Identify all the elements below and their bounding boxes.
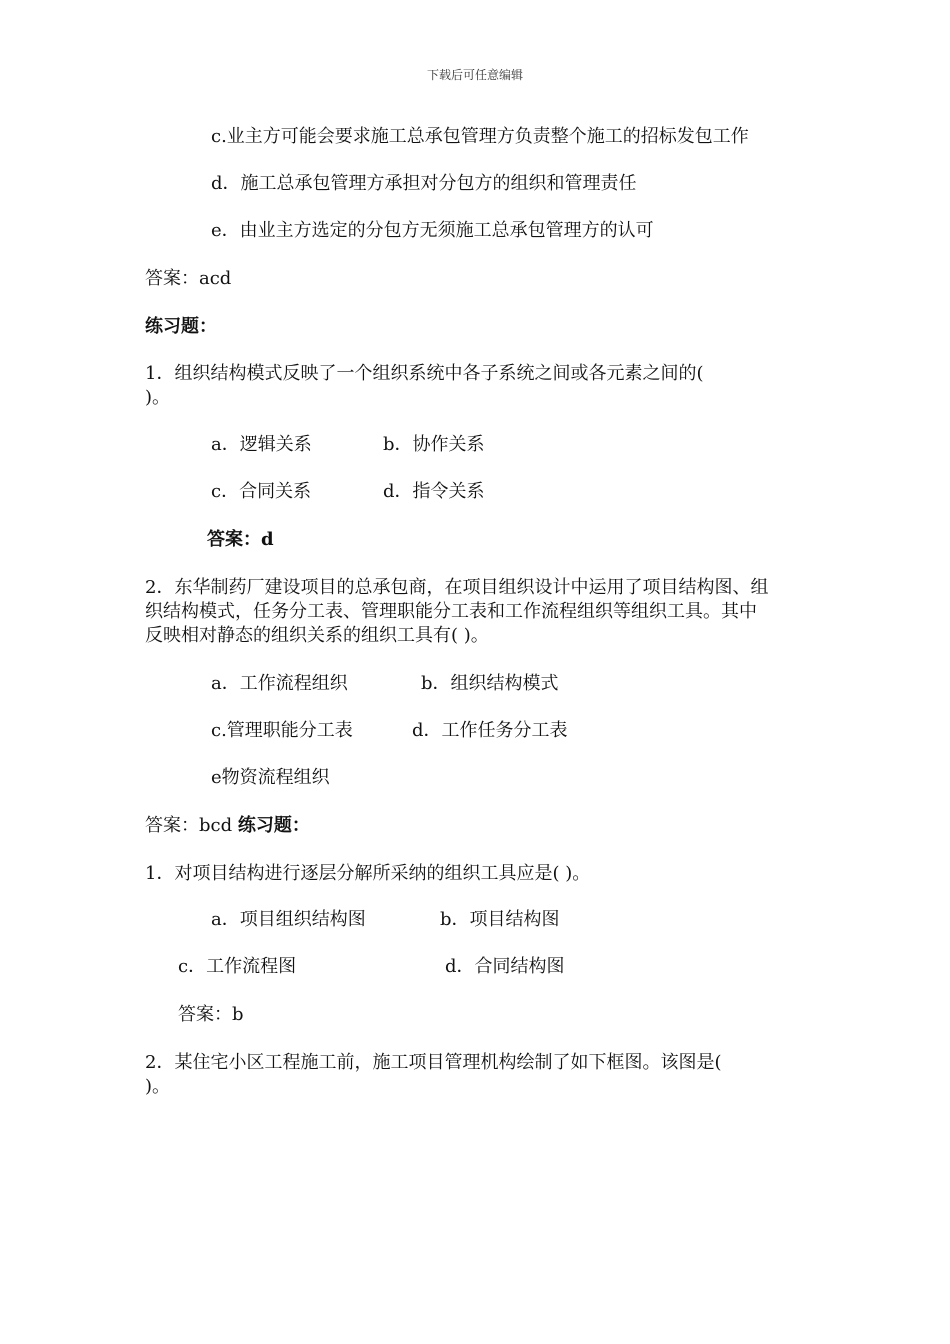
prev-option-d: d．施工总承包管理方承担对分包方的组织和管理责任 xyxy=(211,173,637,194)
question-1-option-a: a．项目组织结构图 xyxy=(211,909,366,930)
question-2-option-d: d．工作任务分工表 xyxy=(412,720,568,741)
question-2-answer: 答案：bcd xyxy=(145,815,233,836)
question-1-answer: 答案：b xyxy=(178,1004,244,1025)
prev-answer: 答案：acd xyxy=(145,268,232,289)
question-2-option-b: b．组织结构模式 xyxy=(421,673,559,694)
question-1-line-1: 1．对项目结构进行逐层分解所采纳的组织工具应是( )。 xyxy=(145,863,591,884)
question-1-option-c: c．工作流程图 xyxy=(178,956,297,977)
section-title: 练习题： xyxy=(237,815,310,836)
page-header-note: 下载后可任意编辑 xyxy=(426,68,523,82)
question-1-line-2: )。 xyxy=(145,387,171,408)
prev-option-e: e．由业主方选定的分包方无须施工总承包管理方的认可 xyxy=(211,220,654,241)
question-2-option-e: e物资流程组织 xyxy=(211,767,330,788)
section-title: 练习题： xyxy=(145,316,217,337)
question-2-answer-line xyxy=(145,814,310,838)
question-1-option-d: d．指令关系 xyxy=(383,481,485,502)
question-1-option-b: b．协作关系 xyxy=(383,434,485,455)
question-2-option-a: a．工作流程组织 xyxy=(211,673,348,694)
question-1-option-b: b．项目结构图 xyxy=(440,909,560,930)
question-2-line-3: 反映相对静态的组织关系的组织工具有( )。 xyxy=(145,625,489,646)
question-1-option-d: d．合同结构图 xyxy=(445,956,565,977)
question-2-option-c: c.管理职能分工表 xyxy=(211,720,353,741)
question-1-answer: 答案：d xyxy=(207,529,274,550)
question-2-line-2: )。 xyxy=(145,1076,171,1097)
prev-option-c: c.业主方可能会要求施工总承包管理方负责整个施工的招标发包工作 xyxy=(211,126,749,147)
question-1-option-a: a．逻辑关系 xyxy=(211,434,312,455)
question-1-option-c: c．合同关系 xyxy=(211,481,312,502)
question-1-line-1: 1．组织结构模式反映了一个组织系统中各子系统之间或各元素之间的( xyxy=(145,363,704,384)
question-2-line-2: 织结构模式，任务分工表、管理职能分工表和工作流程组织等组织工具。其中 xyxy=(145,601,757,622)
question-2-line-1: 2．东华制药厂建设项目的总承包商，在项目组织设计中运用了项目结构图、组 xyxy=(145,577,769,598)
question-2-line-1: 2．某住宅小区工程施工前，施工项目管理机构绘制了如下框图。该图是( xyxy=(145,1052,722,1073)
